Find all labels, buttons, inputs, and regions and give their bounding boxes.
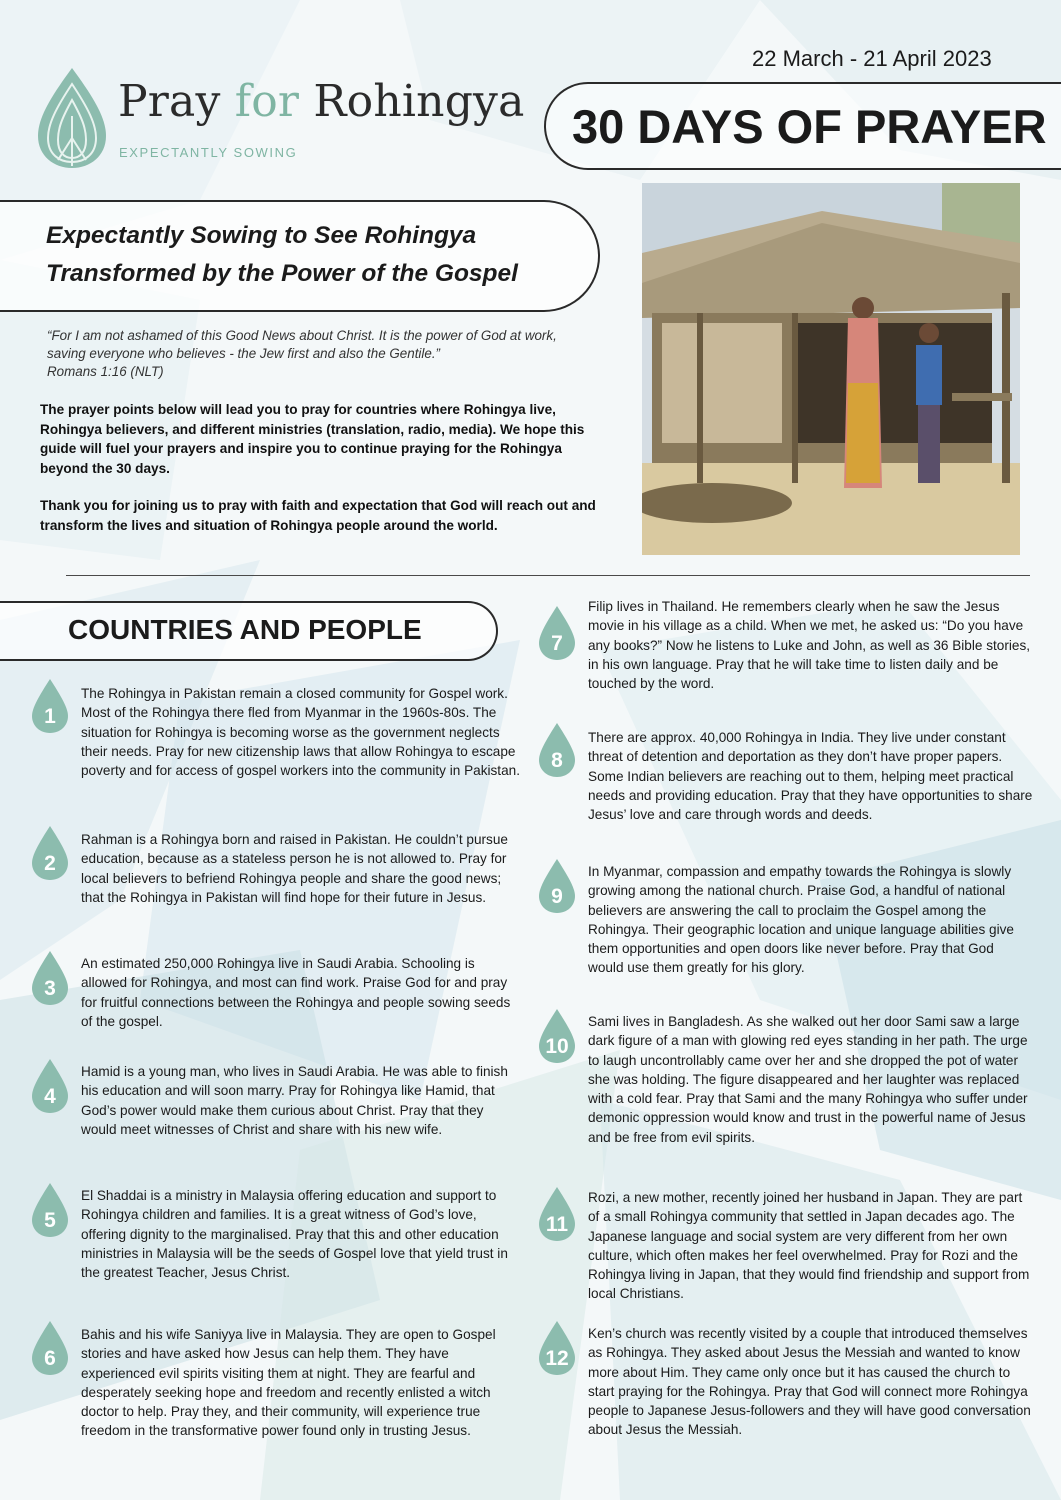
prayer-item-6: Bahis and his wife Saniyya live in Malaysia. They are open to Gospel stories and have asked how Jesus can help them. They have experienced evil spirits visiting them at night. They are fearful and desperately seeking hope and freedom and recently enlisted a witch doctor to help. Pray they, and their community, will experience true freedom in the transformative power found only in trusting Jesus. — [81, 1327, 496, 1439]
prayer-item-9: In Myanmar, compassion and empathy towards the Rohingya is slowly growing among the national church. Praise God, a handful of national believers are answering the call to proclaim the Gospel among the Rohingya. Their geographic location and unique language abilities give them opportunities and open doors like never before. Pray that God would use them greatly for his glory. — [588, 864, 1014, 976]
item-number: 10 — [545, 1035, 569, 1058]
item-number: 4 — [44, 1085, 56, 1108]
brand-title — [118, 76, 525, 127]
subtitle-box — [0, 200, 600, 312]
leaf-logo-icon — [36, 66, 108, 170]
drop-badge-3 — [31, 950, 69, 1006]
item-number: 8 — [551, 749, 563, 772]
drop-badge-10 — [538, 1008, 576, 1064]
brand-pre: Pray — [118, 76, 235, 127]
prayer-item-12: Ken’s church was recently visited by a couple that introduced themselves as Rohingya. They asked about Jesus the Messiah and wanted to know more about Him. They came only once but it has caused the church to start praying for the Rohingya. Pray that God will connect more Rohingya people to Japanese Jesus-followers and they will have good conversation about Jesus the Messiah. — [588, 1326, 1031, 1438]
brand-post: Rohingya — [299, 76, 525, 127]
drop-badge-11 — [538, 1186, 576, 1242]
drop-badge-5 — [31, 1182, 69, 1238]
item-number: 3 — [44, 977, 56, 1000]
prayer-item-1: The Rohingya in Pakistan remain a closed community for Gospel work. Most of the Rohingya there fled from Myanmar in the 1960s-80s. The situation for Rohingya is becoming worse as the government neglects their needs. Pray for new citizenship laws that allow Rohingya to escape poverty and for access of gospel workers into the community in Pakistan. — [81, 686, 520, 779]
item-number: 1 — [44, 705, 56, 728]
prayer-item-5: El Shaddai is a ministry in Malaysia offering education and support to Rohingya children and families. It is a great witness of God’s love, offering dignity to the marginalised. Pray that this and other education ministries in Malaysia will be the seeds of Gospel love that yield trust in the greatest Teacher, Jesus Christ. — [81, 1188, 508, 1281]
brand-tagline: EXPECTANTLY SOWING — [119, 145, 298, 160]
drop-badge-8 — [538, 722, 576, 778]
drop-badge-4 — [31, 1058, 69, 1114]
section-divider — [66, 575, 1030, 576]
prayer-item-3: An estimated 250,000 Rohingya live in Saudi Arabia. Schooling is allowed for Rohingya, and most can find work. Praise God for and pray for fruitful connections between the Rohingya and people sowing seeds of the gospel. — [81, 956, 511, 1029]
section-title: COUNTRIES AND PEOPLE — [68, 614, 422, 645]
intro-paragraph-2: Thank you for joining us to pray with faith and expectation that God will reach out and transform the lives and situation of Rohingya people around the world. — [40, 498, 596, 533]
quote-reference: Romans 1:16 (NLT) — [47, 364, 164, 379]
item-number: 2 — [44, 852, 56, 875]
village-photo — [642, 183, 1020, 555]
item-number: 6 — [44, 1347, 56, 1370]
drop-badge-2 — [31, 825, 69, 881]
item-number: 7 — [551, 632, 563, 655]
quote-text: “For I am not ashamed of this Good News about Christ. It is the power of God at work, saving everyone who believes - the Jew first and also the Gentile.” — [47, 328, 557, 361]
banner-title: 30 DAYS OF PRAYER — [572, 100, 1047, 153]
drop-badge-9 — [538, 858, 576, 914]
subtitle-line-2: Transformed by the Power of the Gospel — [46, 260, 518, 287]
drop-badge-7 — [538, 605, 576, 661]
prayer-item-8: There are approx. 40,000 Rohingya in India. They live under constant threat of detention and deportation as they don’t have proper papers. Some Indian believers are reaching out to them, helping meet practical needs and providing education. Pray that they have opportunities to share Jesus’ love and care through words and deeds. — [588, 730, 1033, 823]
brand-accent: for — [234, 76, 300, 127]
prayer-item-2: Rahman is a Rohingya born and raised in Pakistan. He couldn’t pursue education, because as a stateless person he is not allowed to. Pray for local believers to befriend Rohingya people and share the good news; that the Rohingya in Pakistan will find hope for their future in Jesus. — [81, 832, 508, 905]
item-number: 9 — [551, 885, 563, 908]
prayer-item-7: Filip lives in Thailand. He remembers clearly when he saw the Jesus movie in his village as a child. When we met, he asked us: “Do you have any books?” Now he listens to Luke and John, as well as 36 Bible stories, in his own language. Pray that he will take time to listen daily and be touched by the word. — [588, 599, 1031, 692]
intro-paragraph-1: The prayer points below will lead you to pray for countries where Rohingya live, Rohingya believers, and different ministries (translation, radio, media). We hope this guide will fuel your prayers and inspire you to continue praying for the Rohingya beyond the 30 days. — [40, 402, 585, 476]
drop-badge-12 — [538, 1320, 576, 1376]
drop-badge-6 — [31, 1320, 69, 1376]
item-number: 11 — [545, 1213, 569, 1236]
prayer-item-10: Sami lives in Bangladesh. As she walked out her door Sami saw a large dark figure of a man with glowing red eyes standing in her path. The urge to laugh uncontrollably came over her and she dropped the pot of water she was holding. The figure disappeared and her laughter was replaced with a cold fear. Pray that Sami and the many Rohingya who suffer under demonic oppression would know and trust in the powerful name of Jesus and be free from evil spirits. — [588, 1014, 1028, 1145]
drop-badge-1 — [31, 678, 69, 734]
item-number: 12 — [545, 1347, 569, 1370]
prayer-item-4: Hamid is a young man, who lives in Saudi Arabia. He was able to finish his education and will soon marry. Pray for Rohingya like Hamid, that God’s power would make them curious about Christ. Pray that they would meet witnesses of Christ and share with his new wife. — [81, 1064, 508, 1137]
scripture-quote — [47, 327, 567, 381]
prayer-item-11: Rozi, a new mother, recently joined her husband in Japan. They are part of a small Rohingya community that settled in Japan decades ago. The Japanese language and social system are very different from her own culture, which often makes her feel overwhelmed. Pray for Rozi and the Rohingya living in Japan, that they would find friendship and support from local Christians. — [588, 1190, 1030, 1302]
subtitle-line-1: Expectantly Sowing to See Rohingya — [46, 222, 477, 249]
item-number: 5 — [44, 1209, 56, 1232]
date-range: 22 March - 21 April 2023 — [752, 46, 992, 71]
